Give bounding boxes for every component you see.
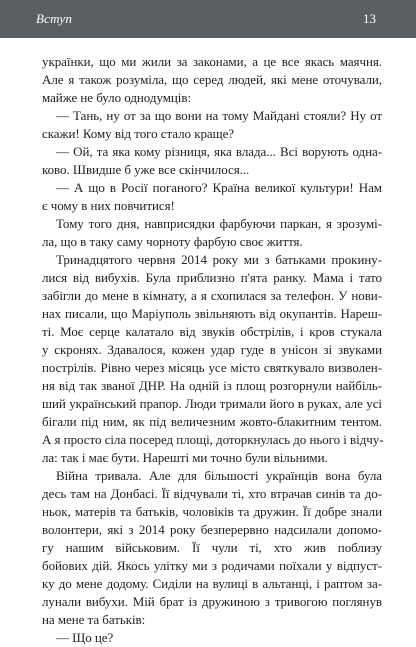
text-line: бойових дій. Якось улітку ми з родичами поїхали у відпуст- — [42, 558, 382, 573]
text-line: Війна тривала. Але для більшості українців вона була — [56, 468, 382, 483]
paragraph — [42, 107, 382, 143]
text-line: забігли до мене в кімнату, а я схопилася за телефон. У нови- — [42, 288, 382, 303]
text-line: — А що в Росії поганого? Країна великої культури! Нам — [56, 180, 382, 195]
page-number: 13 — [363, 11, 376, 26]
paragraph — [42, 251, 382, 467]
text-line: ла: так і має бути. Нарешті ми точно були вільними. — [42, 450, 328, 465]
page-header — [0, 0, 416, 38]
paragraph — [42, 53, 382, 107]
text-line: десь там на Донбасі. Її відчували ті, хто втрачав синів та до- — [42, 486, 382, 501]
text-line: — Що це? — [56, 630, 114, 645]
paragraph — [42, 179, 382, 215]
text-line: ку до мене додому. Сиділи на вулиці в альтанці, і раптом за- — [42, 576, 382, 591]
text-line: є чому в них повчитися! — [42, 198, 175, 213]
text-line: ково. Швидше б уже все скінчилося... — [42, 162, 250, 177]
paragraph — [42, 215, 382, 251]
text-line: Тринадцятого червня 2014 року ми з батьками прокину- — [56, 252, 382, 267]
text-line: у скронях. Здавалося, кожен удар гуде в унісон зі звуками — [42, 342, 382, 357]
section-title: Вступ — [36, 11, 73, 26]
page-body-text — [42, 53, 382, 647]
text-line: ла, що в таку саму чорноту фарбую своє життя. — [42, 234, 303, 249]
text-line: бігали під ним, як під величезним жовто-блакитним тентом. — [42, 414, 382, 429]
paragraph — [42, 467, 382, 629]
text-line: ньок, матерів та батьків, чоловіків та дружин. Її добре знали — [42, 504, 382, 519]
text-line: — Тань, ну от за що вони на тому Майдані стояли? Ну от — [56, 108, 382, 123]
text-line: — Ой, та яка кому різниця, яка влада... Всі ворують одна- — [56, 144, 382, 159]
text-line: гу нашим військовим. Її чули ті, хто жив поблизу — [42, 540, 382, 555]
text-line: лунали вибухи. Мій брат із дружиною з тривогою поглянув — [42, 594, 382, 609]
text-line: нах писали, що Маріуполь звільняють від окупантів. Нареш- — [42, 306, 382, 321]
text-line: волонтери, які з 2014 року безперервно надсилали допомо- — [42, 522, 382, 537]
text-line: лися від вибухів. Була приблизно п'ята ранку. Мама і тато — [42, 270, 382, 285]
text-line: на мене та батьків: — [42, 612, 146, 627]
text-line: українки, що ми жили за законами, а це все якась маячня. — [42, 54, 382, 69]
text-line: ший український прапор. Люди тримали його в руках, але усі — [42, 396, 382, 411]
paragraph — [42, 629, 382, 647]
text-line: ня від так званої ДНР. На одній із площ розгорнули найбіль- — [42, 378, 382, 393]
text-line: скажи! Кому від того стало краще? — [42, 126, 235, 141]
text-line: майже не було однодумців: — [42, 90, 192, 105]
text-line: пострілів. Рівно через місяць усе місто святкувало визволен- — [42, 360, 382, 375]
paragraph — [42, 143, 382, 179]
text-line: ті. Моє серце калатало від звуків обстрілів, і кров стукала — [42, 324, 382, 339]
text-line: А я просто сіла посеред площі, доторкнулась до нього і відчу- — [42, 432, 384, 447]
text-line: Але я також розуміла, що серед людей, які мене оточували, — [42, 72, 382, 87]
text-line: Тому того дня, навприсядки фарбуючи паркан, я зрозумі- — [56, 216, 382, 231]
